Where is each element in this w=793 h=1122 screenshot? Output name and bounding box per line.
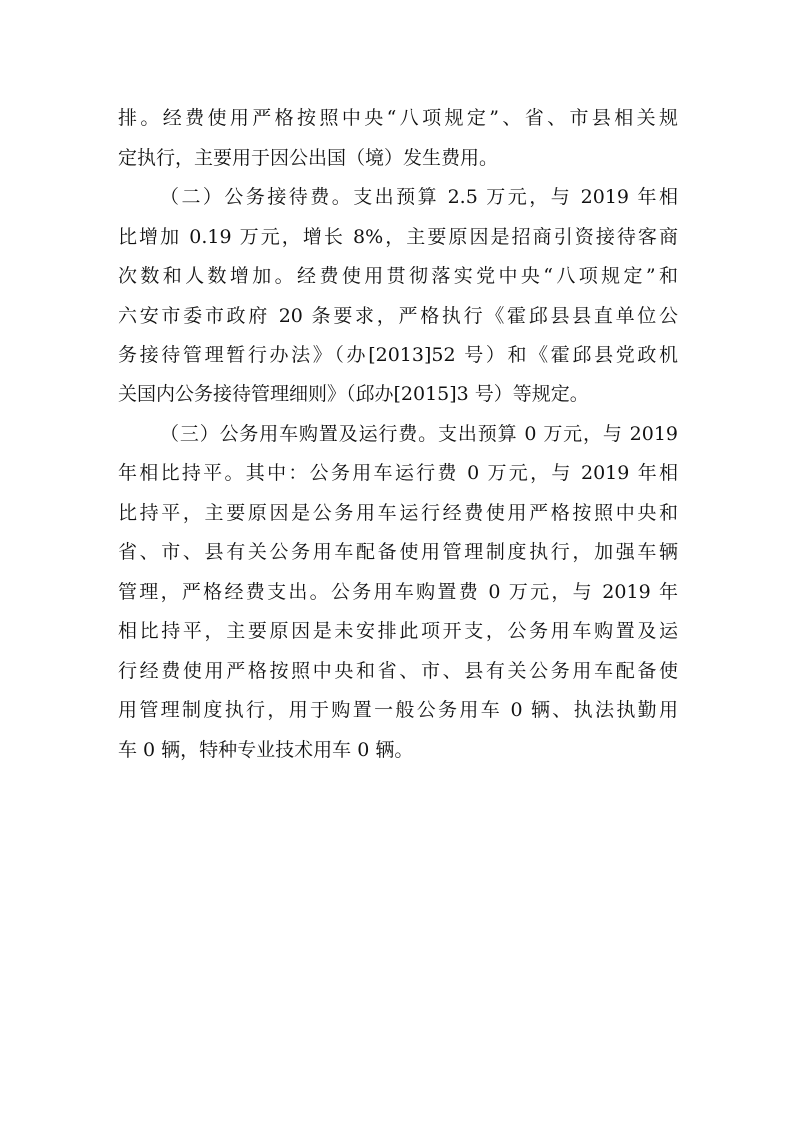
- paragraph-3-line-4: 省、市、县有关公务用车配备使用管理制度执行，加强车辆: [118, 541, 678, 563]
- paragraph-3-line-7: 行经费使用严格按照中央和省、市、县有关公务用车配备使: [118, 660, 678, 682]
- paragraph-3-line-3: 比持平，主要原因是公务用车运行经费使用严格按照中央和: [118, 502, 678, 524]
- paragraph-1-line-2: 定执行，主要用于因公出国（境）发生费用。: [118, 147, 499, 169]
- paragraph-3-line-2: 年相比持平。其中：公务用车运行费 0 万元，与 2019 年相: [118, 462, 678, 484]
- paragraph-2-line-4: 六安市委市政府 20 条要求，严格执行《霍邱县县直单位公: [118, 305, 678, 327]
- paragraph-1-line-1: 排。经费使用严格按照中央“八项规定”、省、市县相关规: [118, 107, 678, 129]
- paragraph-3-line-1: （三）公务用车购置及运行费。支出预算 0 万元，与 2019: [160, 423, 678, 445]
- paragraph-2-line-2: 比增加 0.19 万元，增长 8%，主要原因是招商引资接待客商: [118, 226, 678, 248]
- paragraph-2-line-1: （二）公务接待费。支出预算 2.5 万元，与 2019 年相: [160, 186, 678, 208]
- paragraph-3-line-8: 用管理制度执行，用于购置一般公务用车 0 辆、执法执勤用: [118, 699, 678, 721]
- paragraph-2-line-3: 次数和人数增加。经费使用贯彻落实党中央“八项规定”和: [118, 265, 678, 287]
- paragraph-2-line-6: 关国内公务接待管理细则》（邱办[2015]3 号）等规定。: [118, 383, 589, 405]
- paragraph-3-line-9: 车 0 辆，特种专业技术用车 0 辆。: [118, 739, 414, 761]
- paragraph-3-line-5: 管理，严格经费支出。公务用车购置费 0 万元，与 2019 年: [118, 581, 678, 603]
- paragraph-3-line-6: 相比持平，主要原因是未安排此项开支，公务用车购置及运: [118, 620, 678, 642]
- paragraph-2-line-5: 务接待管理暂行办法》（办[2013]52 号）和《霍邱县党政机: [118, 344, 678, 366]
